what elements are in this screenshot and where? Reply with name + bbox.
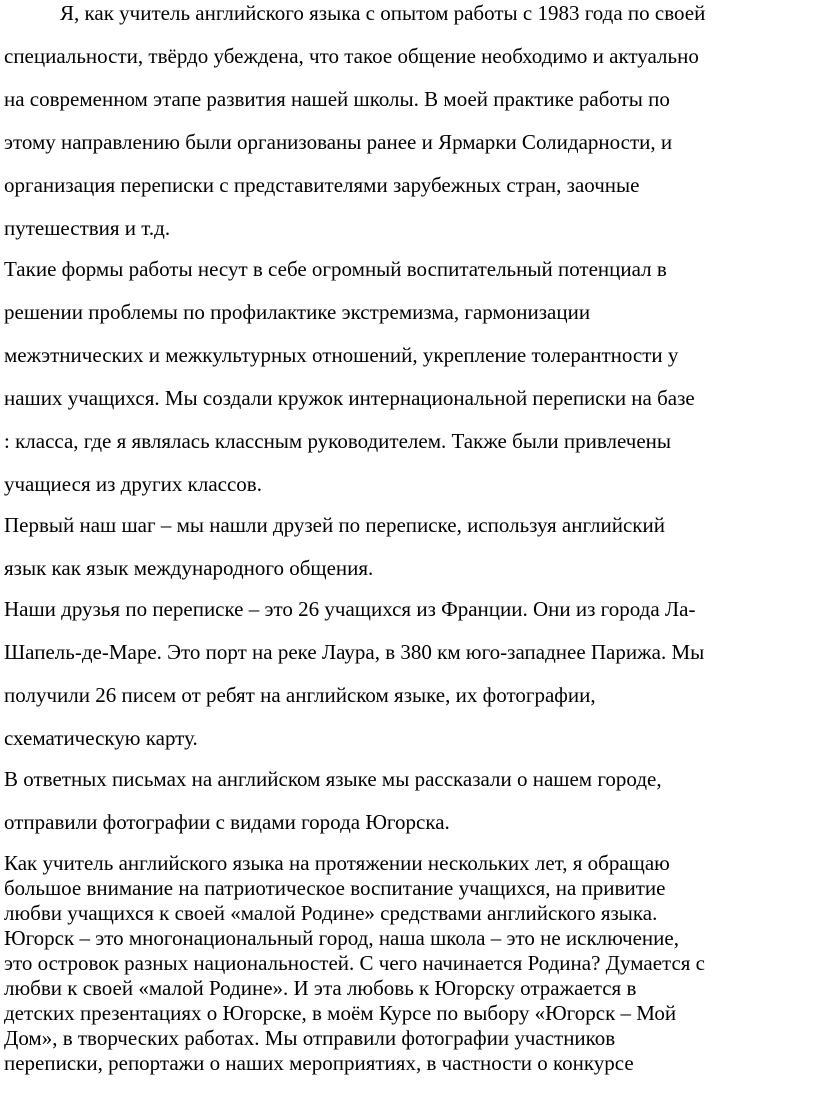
paragraph-2-line-1: Такие формы работы несут в себе огромный воспитательный потенциал в [4,257,667,281]
paragraph-2-line-3: межэтнических и межкультурных отношений, укрепление толерантности у [4,343,679,367]
paragraph-6-line-2: большое внимание на патриотическое воспитание учащихся, на привитие [4,876,666,900]
paragraph-6-line-8: Дом», в творческих работах. Мы отправили фотографии участников [4,1026,616,1050]
paragraph-6-line-3: любви учащихся к своей «малой Родине» средствами английского языка. [4,901,658,925]
paragraph-1-line-5: организация переписки с представителями зарубежных стран, заочные [4,173,640,197]
paragraph-6-line-1: Как учитель английского языка на протяжении нескольких лет, я обращаю [4,851,670,875]
paragraph-5-line-2: отправили фотографии с видами города Югорска. [4,810,450,834]
paragraph-2-line-6: учащиеся из других классов. [4,472,262,496]
paragraph-3-line-1: Первый наш шаг – мы нашли друзей по переписке, используя английский [4,513,665,537]
paragraph-4-line-1: Наши друзья по переписке – это 26 учащихся из Франции. Они из города Ла- [4,597,696,621]
paragraph-5-line-1: В ответных письмах на английском языке мы рассказали о нашем городе, [4,767,662,791]
paragraph-6-line-4: Югорск – это многонациональный город, наша школа – это не исключение, [4,926,679,950]
paragraph-1-line-2: специальности, твёрдо убеждена, что такое общение необходимо и актуально [4,44,699,68]
paragraph-4-line-4: схематическую карту. [4,726,198,750]
paragraph-1-line-6: путешествия и т.д. [4,216,171,240]
paragraph-3-line-2: язык как язык международного общения. [4,556,374,580]
paragraph-2-line-2: решении проблемы по профилактике экстремизма, гармонизации [4,300,591,324]
paragraph-1-line-1: Я, как учитель английского языка с опытом работы с 1983 года по своей [60,1,706,25]
paragraph-1-line-3: на современном этапе развития нашей школы. В моей практике работы по [4,87,670,111]
paragraph-6-line-5: это островок разных национальностей. С чего начинается Родина? Думается с [4,951,705,975]
paragraph-6-line-6: любви к своей «малой Родине». И эта любовь к Югорску отражается в [4,976,637,1000]
paragraph-6-line-9: переписки, репортажи о наших мероприятиях, в частности о конкурсе [4,1051,634,1075]
paragraph-4-line-2: Шапель-де-Маре. Это порт на реке Лаура, в 380 км юго-западнее Парижа. Мы [4,640,705,664]
paragraph-2-line-4: наших учащихся. Мы создали кружок интернациональной переписки на базе [4,386,695,410]
paragraph-4-line-3: получили 26 писем от ребят на английском языке, их фотографии, [4,683,596,707]
paragraph-6-line-7: детских презентациях о Югорске, в моём Курсе по выбору «Югорск – Мой [4,1001,677,1025]
paragraph-1-line-4: этому направлению были организованы ранее и Ярмарки Солидарности, и [4,130,673,154]
paragraph-2-line-5: : класса, где я являлась классным руководителем. Также были привлечены [4,429,672,453]
